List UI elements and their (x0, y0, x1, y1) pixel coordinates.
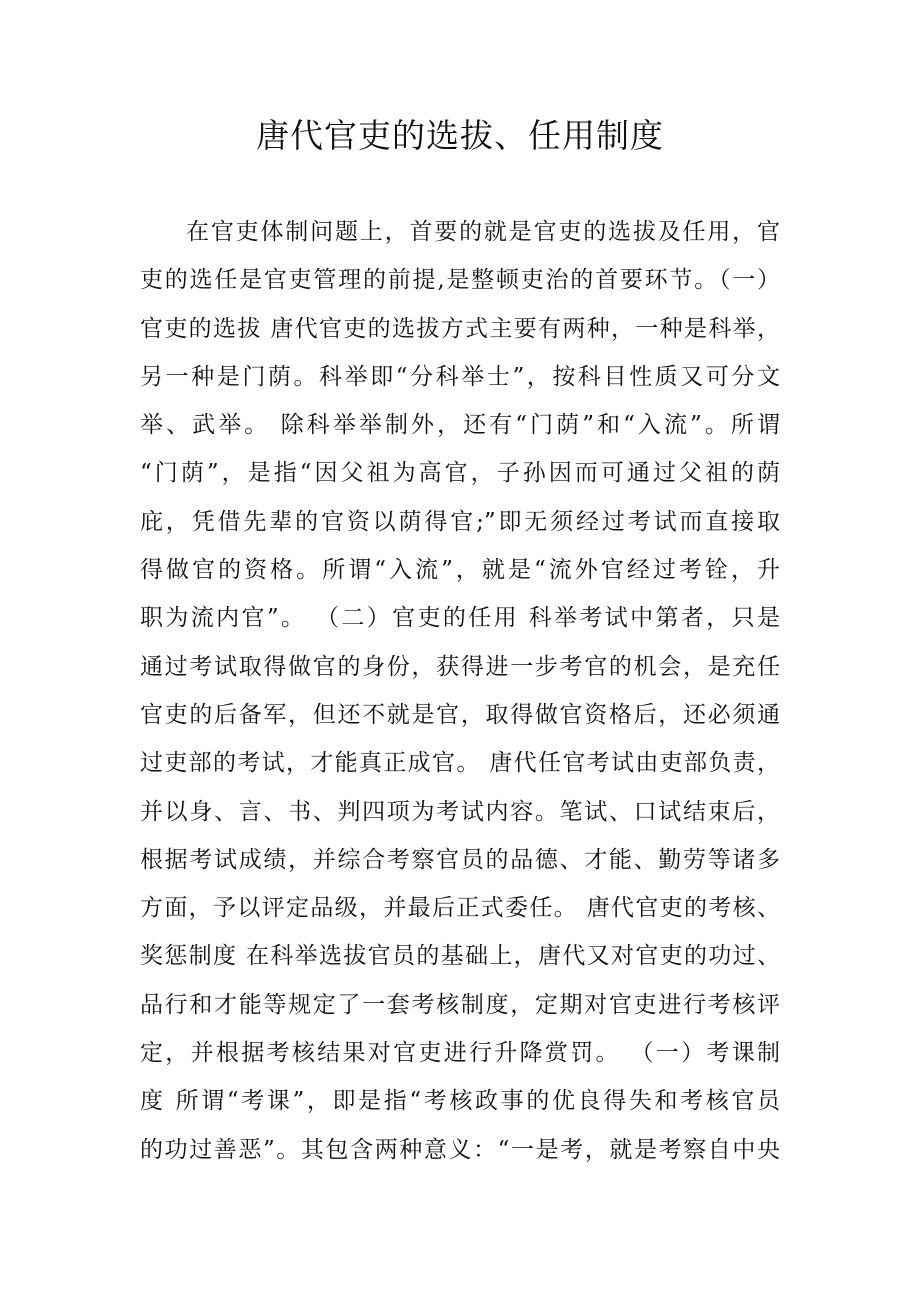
text-line: 庇，凭借先辈的官资以荫得官;”即无须经过考试而直接取 (140, 508, 780, 535)
text-line: 官吏的后备军，但还不就是官，取得做官资格后，还必须通 (140, 701, 780, 728)
text-line: 职为流内官”。 （二）官吏的任用 科举考试中第者，只是 (140, 605, 780, 632)
text-line: 的功过善恶”。其包含两种意义：“一是考，就是考察自中央 (140, 1136, 780, 1163)
document-title: 唐代官吏的选拔、任用制度 (256, 116, 664, 155)
text-line: 官吏的选拔 唐代官吏的选拔方式主要有两种，一种是科举， (140, 315, 780, 342)
text-line: 并以身、言、书、判四项为考试内容。笔试、口试结束后， (140, 798, 780, 825)
text-line: 过吏部的考试，才能真正成官。 唐代任官考试由吏部负责， (140, 750, 780, 777)
text-line: 另一种是门荫。科举即“分科举士”，按科目性质又可分文 (140, 363, 780, 390)
text-line: 通过考试取得做官的身份，获得进一步考官的机会，是充任 (140, 653, 780, 680)
text-line: 奖惩制度 在科举选拔官员的基础上，唐代又对官吏的功过、 (140, 943, 780, 970)
text-line: 得做官的资格。所谓“入流”，就是“流外官经过考铨，升 (140, 557, 780, 584)
text-line: 品行和才能等规定了一套考核制度，定期对官吏进行考核评 (140, 991, 780, 1018)
text-line: 度 所谓“考课”，即是指“考核政事的优良得失和考核官员 (140, 1088, 780, 1115)
text-line: 在官吏体制问题上，首要的就是官吏的选拔及任用，官 (186, 219, 780, 245)
text-line: “门荫”，是指“因父祖为高官，子孙因而可通过父祖的荫 (140, 460, 780, 487)
text-line: 举、武举。 除科举举制外，还有“门荫”和“入流”。所谓 (140, 412, 780, 439)
text-line: 方面，予以评定品级，并最后正式委任。 唐代官吏的考核、 (140, 895, 780, 922)
text-line: 定，并根据考核结果对官吏进行升降赏罚。 （一）考课制 (140, 1040, 780, 1067)
text-line: 吏的选任是官吏管理的前提,是整顿吏治的首要环节。（一） (140, 267, 780, 294)
text-line: 根据考试成绩，并综合考察官员的品德、才能、勤劳等诸多 (140, 846, 780, 873)
body-paragraph (140, 208, 780, 1174)
